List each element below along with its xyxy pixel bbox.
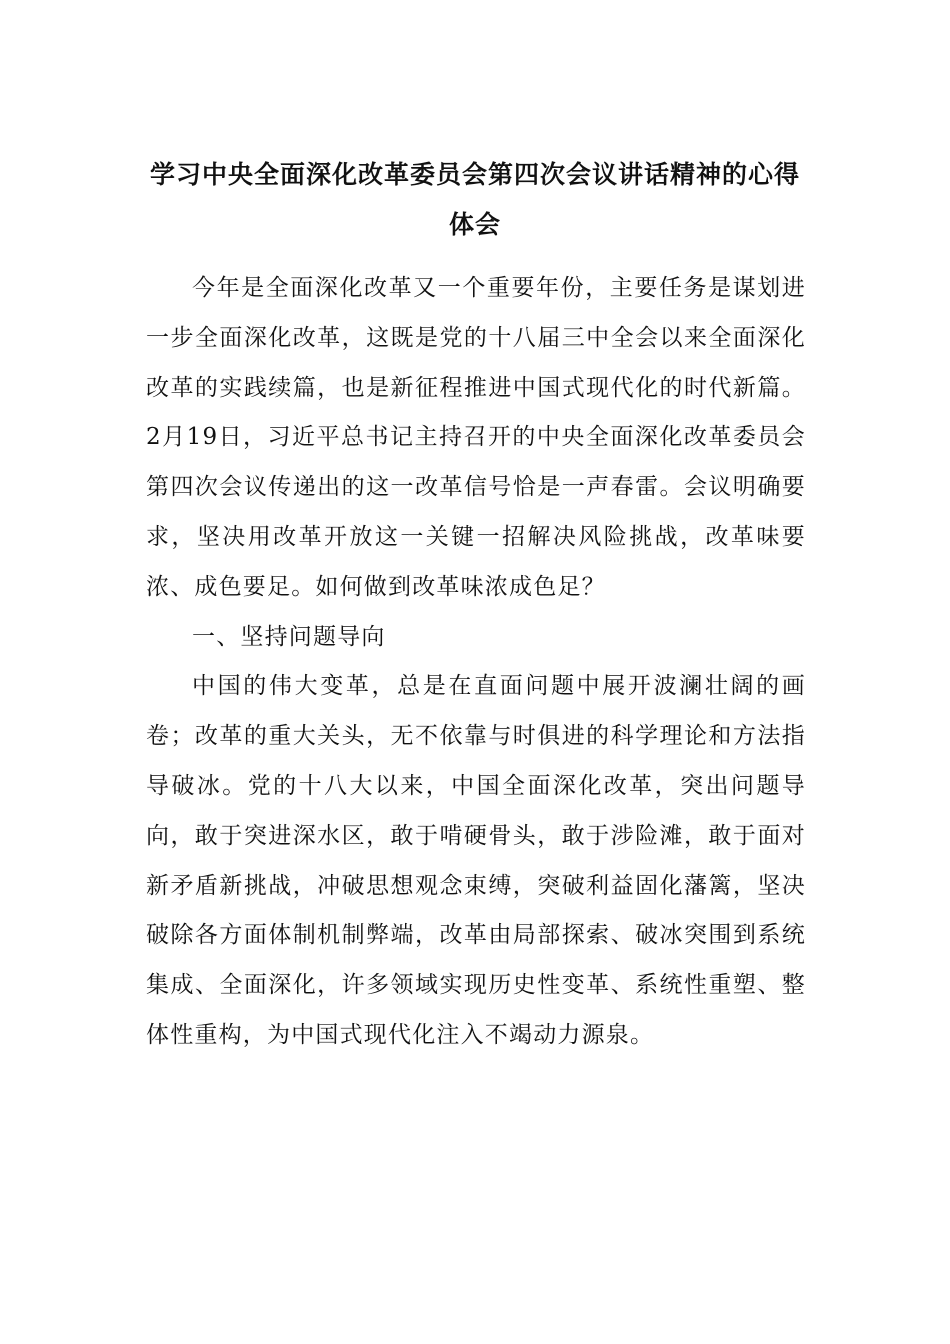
document-body — [146, 264, 806, 1061]
section-heading: 一、坚持问题导向 — [192, 623, 386, 650]
paragraph-intro: 今年是全面深化改革又一个重要年份，主要任务是谋划进一步全面深化改革，这既是党的十八届三中全会以来全面深化改革的实践续篇，也是新征程推进中国式现代化的时代新篇。2月19日，习近平总书记主持召开的中央全面深化改革委员会第四次会议传递出的这一改革信号恰是一声春雷。会议明确要求，坚决用改革开放这一关键一招解决风险挑战，改革味要浓、成色要足。如何做到改革味浓成色足？ — [146, 275, 806, 600]
paragraph-section-one: 中国的伟大变革，总是在直面问题中展开波澜壮阔的画卷；改革的重大关头，无不依靠与时俱进的科学理论和方法指导破冰。党的十八大以来，中国全面深化改革，突出问题导向，敢于突进深水区，敢于啃硬骨头，敢于涉险滩，敢于面对新矛盾新挑战，冲破思想观念束缚，突破利益固化藩篱，坚决破除各方面体制机制弊端，改革由局部探索、破冰突围到系统集成、全面深化，许多领域实现历史性变革、系统性重塑、整体性重构，为中国式现代化注入不竭动力源泉。 — [146, 673, 806, 1048]
document-title: 学习中央全面深化改革委员会第四次会议讲话精神的心得体会 — [149, 160, 800, 239]
